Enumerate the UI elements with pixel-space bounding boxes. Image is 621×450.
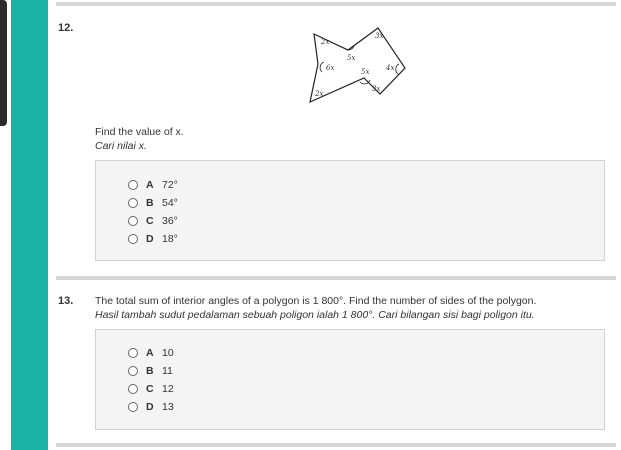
radio-button[interactable] [128,384,138,394]
side-tab[interactable] [0,0,7,126]
question-prompt-en: Find the value of x. [95,126,184,138]
angle-label: 3x [372,85,381,93]
option-12-a[interactable]: A 72° [128,178,178,192]
question-prompt-en: The total sum of interior angles of a polygon is 1 800°. Find the number of sides of the polygon. [95,295,537,307]
radio-button[interactable] [128,366,138,376]
question-number-12: 12. [58,22,74,34]
angle-arc [320,62,324,72]
divider-middle [56,276,616,280]
option-12-c[interactable]: C 36° [128,214,178,228]
option-12-d[interactable]: D 18° [128,232,178,246]
option-13-c[interactable]: C 12 [128,382,174,396]
polygon-figure [300,22,410,110]
angle-label: 2x [315,90,324,98]
divider-top [56,2,616,6]
angle-label: 5x [361,68,370,76]
angle-label: 3x [375,32,384,40]
option-12-b[interactable]: B 54° [128,196,178,210]
question-number-13: 13. [58,295,74,307]
radio-button[interactable] [128,234,138,244]
angle-label: 2x [321,38,330,46]
radio-button[interactable] [128,216,138,226]
angle-label: 6x [326,64,335,72]
angle-label: 5x [347,54,356,62]
radio-button[interactable] [128,198,138,208]
option-13-d[interactable]: D 13 [128,400,174,414]
angle-label: 4x [386,64,395,72]
teal-sidebar [11,0,48,450]
radio-button[interactable] [128,402,138,412]
question-prompt-ms: Cari nilai x. [95,140,147,152]
angle-arc [396,64,399,74]
radio-button[interactable] [128,348,138,358]
options-box-12 [95,160,605,261]
option-13-a[interactable]: A 10 [128,346,174,360]
options-box-13 [95,329,605,430]
divider-bottom [56,443,616,447]
option-13-b[interactable]: B 11 [128,364,173,378]
question-prompt-ms: Hasil tambah sudut pedalaman sebuah poligon ialah 1 800°. Cari bilangan sisi bagi poligon itu. [95,309,535,321]
radio-button[interactable] [128,180,138,190]
